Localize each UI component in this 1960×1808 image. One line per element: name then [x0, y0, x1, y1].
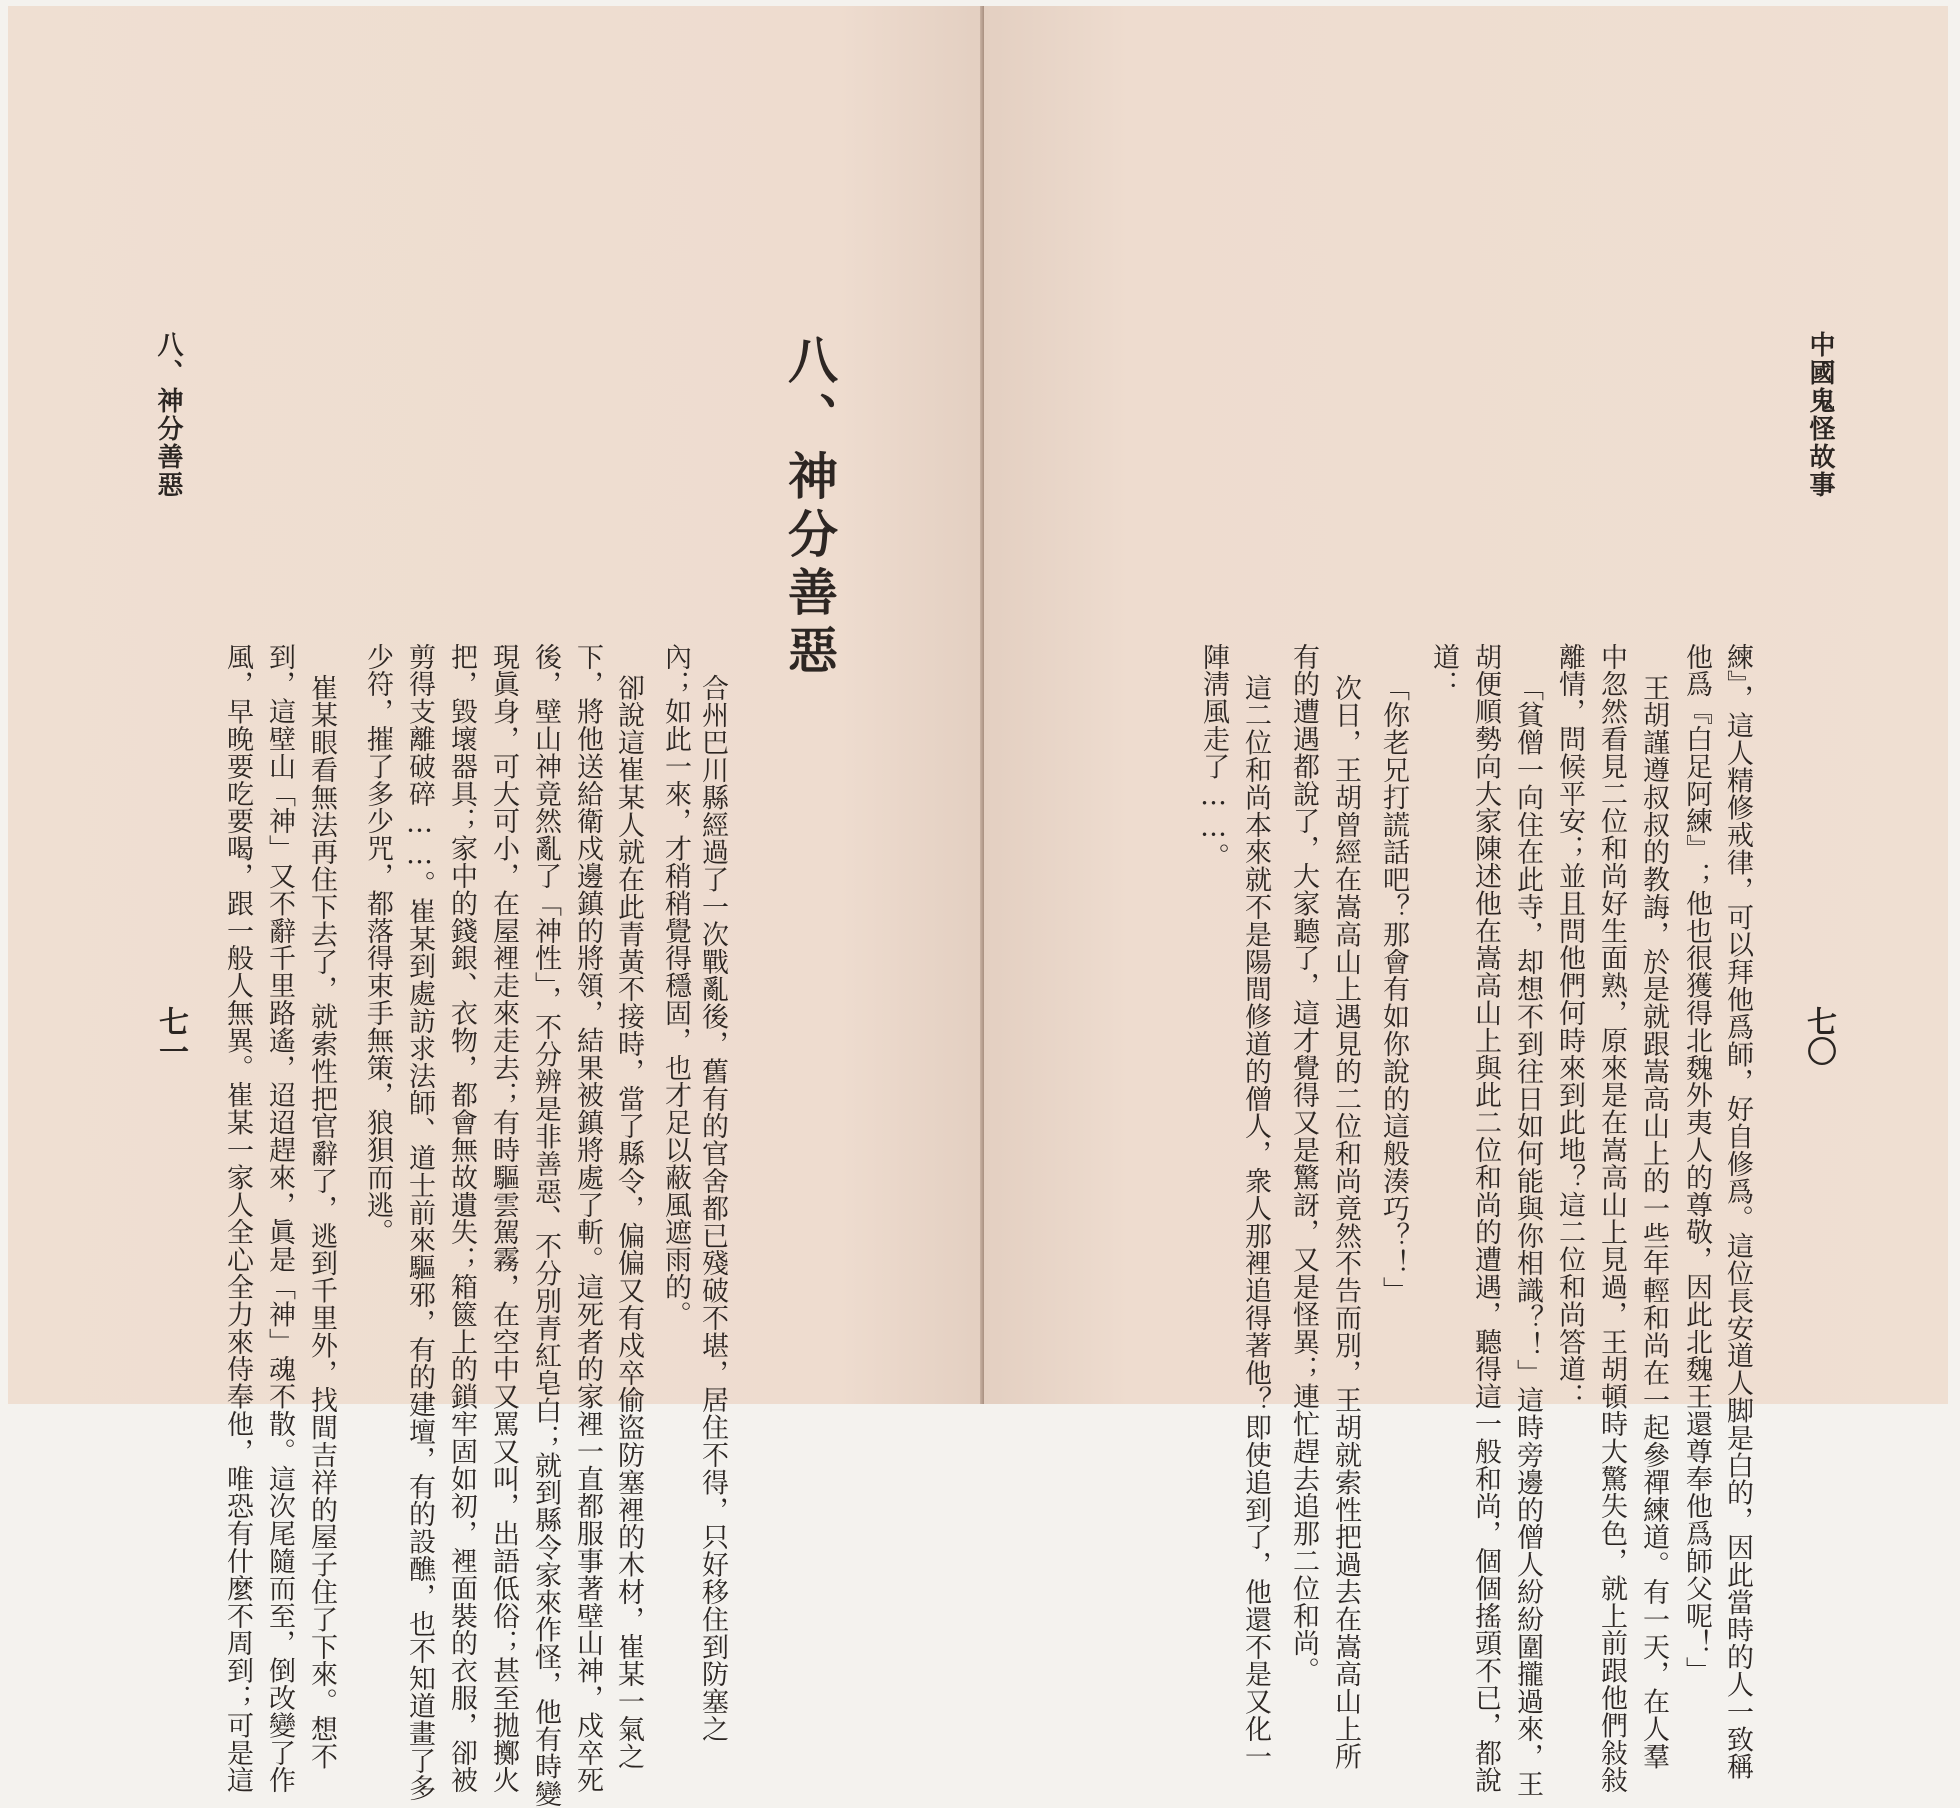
text-column: 這二位和尚本來就不是陽間修道的僧人，衆人那裡追得著他？即使追到了，他還不是又化一 — [1240, 674, 1271, 1770]
page-number: 七一 — [153, 1006, 188, 1066]
text-column: 卻說這崔某人就在此青黃不接時，當了縣令，偏偏又有戍卒偷盜防塞裡的木材，崔某一氣之 — [613, 674, 644, 1770]
text-column: 「貧僧一向住在此寺，却想不到往日如何能與你相識？！」這時旁邊的僧人紛紛圍攏過來，王 — [1512, 674, 1543, 1798]
text-column: 後，壁山神竟然亂了「神性」，不分辨是非善惡、不分別青紅皂白；就到縣令家來作怪，他有時變 — [530, 643, 561, 1808]
text-column: 風，早晚要吃要喝，跟一般人無異。崔某一家人全心全力來侍奉他，唯恐有什麼不周到；可是這 — [222, 643, 253, 1794]
text-column: 陣淸風走了……。 — [1198, 643, 1229, 871]
text-column: 合州巴川縣經過了一次戰亂後，舊有的官舍都已殘破不堪，居住不得，只好移住到防塞之 — [697, 674, 728, 1743]
text-column: 剪得支離破碎……。崔某到處訪求法師、道士前來驅邪，有的建壇，有的設醮，也不知道畫了多 — [404, 643, 435, 1802]
chapter-title: 八、神分善惡 — [780, 334, 839, 682]
text-column: 少符，摧了多少咒，都落得束手無策，狼狽而逃。 — [362, 643, 393, 1246]
text-column: 崔某眼看無法再住下去了，就索性把官辭了，逃到千里外，找間吉祥的屋子住了下來。想不 — [306, 674, 337, 1770]
page-number: 七〇 — [1801, 1006, 1836, 1066]
text-column: 胡便順勢向大家陳述他在嵩高山上與此二位和尚的遭遇，聽得這一般和尚，個個搖頭不已，都說 — [1470, 643, 1501, 1794]
text-column: 次日，王胡曾經在嵩高山上遇見的二位和尚竟然不告而別，王胡就索性把過去在嵩高山上所 — [1330, 674, 1361, 1770]
text-column: 到，這壁山「神」又不辭千里路遙，迢迢趕來，眞是「神」魂不散。這次尾隨而至，倒改變了作 — [264, 643, 295, 1794]
text-column: 中忽然看見二位和尚好生面熟，原來是在嵩高山上見過，王胡頓時大驚失色，就上前跟他們敍敍 — [1596, 643, 1627, 1794]
text-column: 練』，這人精修戒律，可以拜他爲師，好自修爲。這位長安道人脚是白的，因此當時的人一致稱 — [1722, 643, 1753, 1781]
text-column: 離情，問候平安；並且問他們何時來到此地？這二位和尚答道： — [1554, 643, 1585, 1411]
book-spread — [8, 6, 1948, 1808]
text-column: 他爲『白足阿練』；他也很獲得北魏外夷人的尊敬，因此北魏王還尊奉他爲師父呢！」 — [1681, 643, 1712, 1685]
text-column: 「你老兄打謊話吧？那會有如你說的這般湊巧？！」 — [1378, 674, 1409, 1305]
text-column: 道： — [1428, 643, 1459, 698]
text-column: 下，將他送給衛戍邊鎮的將領，結果被鎮將處了斬。這死者的家裡一直都服事著壁山神，戍卒死 — [572, 643, 603, 1794]
right-page — [984, 6, 1948, 1798]
text-column: 內；如此一來，才稍稍覺得穩固，也才足以蔽風遮雨的。 — [660, 643, 691, 1328]
left-page — [8, 6, 984, 1808]
text-column: 現眞身，可大可小，在屋裡走來走去；有時驅雲駕霧，在空中又罵又叫，出語低俗；甚至拋擲火 — [488, 643, 519, 1794]
text-column: 有的遭遇都說了，大家聽了，這才覺得又是驚訝，又是怪異；連忙趕去追那二位和尚。 — [1288, 643, 1319, 1685]
running-header: 八、神分善惡 — [153, 331, 183, 499]
text-column: 王胡謹遵叔叔的教誨，於是就跟嵩高山上的一些年輕和尚在一起參禪練道。有一天，在人羣 — [1638, 674, 1669, 1770]
text-column: 把，毀壞器具；家中的錢銀、衣物，都會無故遺失；箱篋上的鎖牢固如初，裡面裝的衣服，卻被 — [446, 643, 477, 1794]
running-header: 中國鬼怪故事 — [1805, 331, 1835, 499]
